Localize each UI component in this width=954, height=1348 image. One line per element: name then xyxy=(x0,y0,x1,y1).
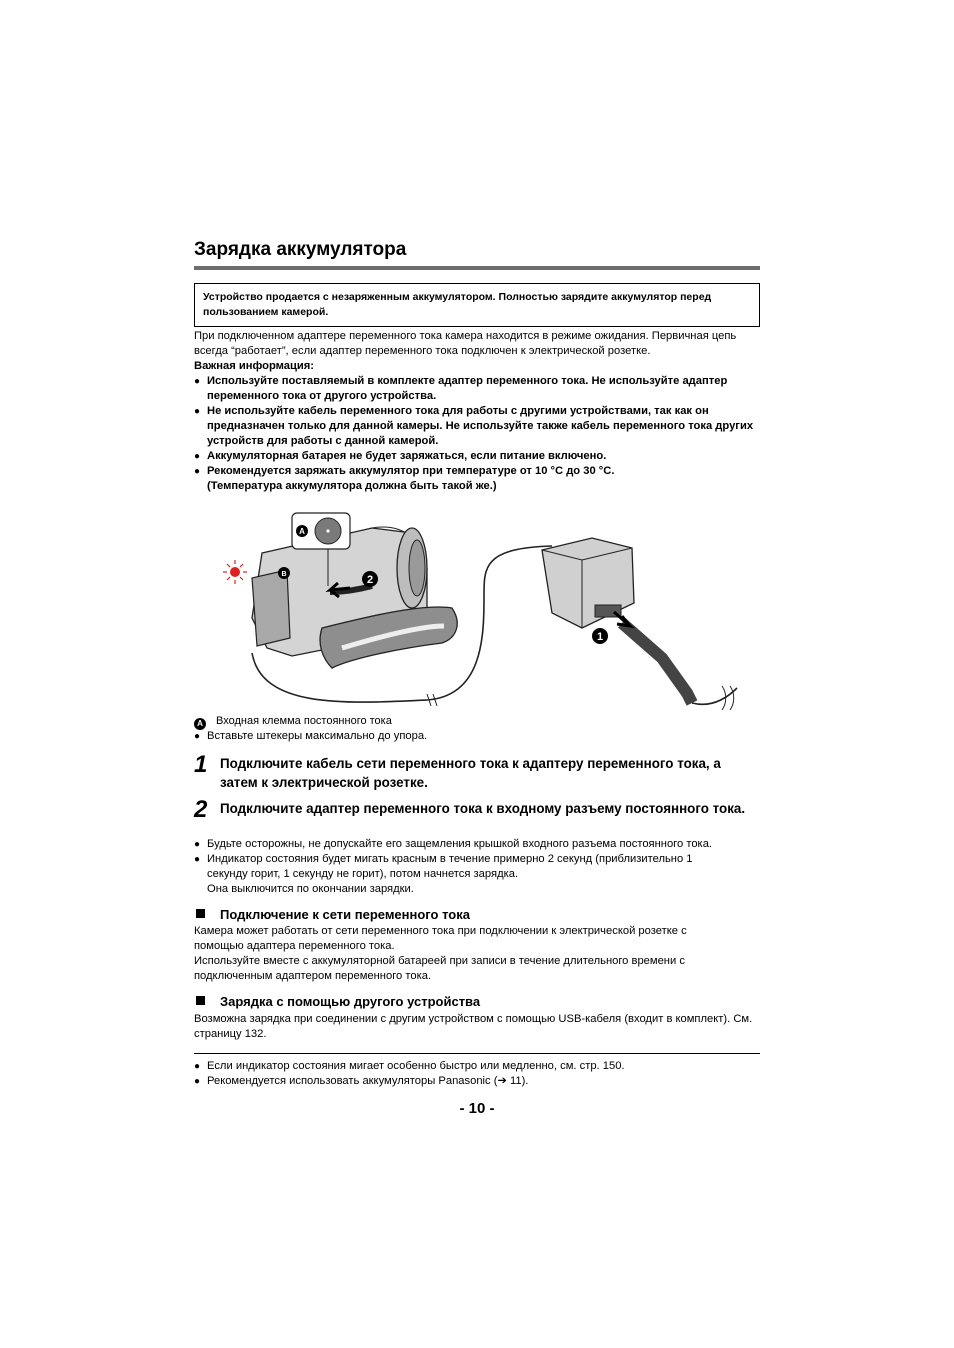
step-1-marker: 1 xyxy=(596,631,604,643)
section-ac-p1: Камера может работать от сети переменного тока при подключении к электрической розетке с помощью адаптера переменного тока. xyxy=(194,925,687,952)
title-underline xyxy=(194,266,760,270)
label-a-icon: A xyxy=(194,718,206,730)
footer-bullet-1: ● Если индикатор состояния мигает особенно быстро или медленно, см. стр. 150. xyxy=(194,1060,625,1072)
step-2-notes xyxy=(194,837,760,897)
notice-box: Устройство продается с незаряженным аккумулятором. Полностью зарядите аккумулятор перед пользованием камерой. xyxy=(194,283,760,327)
step-2-marker: 2 xyxy=(366,574,374,586)
legend-a-text: Входная клемма постоянного тока xyxy=(216,715,392,727)
legend-a xyxy=(194,714,392,730)
footer-divider xyxy=(194,1053,760,1054)
page-number: - 10 - xyxy=(459,1100,495,1117)
step-1 xyxy=(194,751,760,792)
step-2-number: 2 xyxy=(194,796,208,823)
step-1-text: Подключите кабель сети переменного тока к адаптеру переменного тока, а затем к электрической розетке. xyxy=(220,756,721,790)
label-b-circle: B xyxy=(281,571,287,578)
important-bullet-3: ● Аккумуляторная батарея не будет заряжаться, если питание включено. xyxy=(194,450,607,462)
intro-text: При подключенном адаптере переменного тока камера находится в режиме ожидания. Первичная цепь всегда “работает”, если адаптер переменного тока подключен к электрической розетке. xyxy=(194,330,737,357)
step-2-text: Подключите адаптер переменного тока к входному разъему постоянного тока. xyxy=(220,801,746,816)
section-other-heading: Зарядка с помощью другого устройства xyxy=(194,993,760,1010)
page-title: Зарядка аккумулятора xyxy=(194,239,407,260)
important-bullet-4: ● Рекомендуется заряжать аккумулятор при температуре от 10 °C до 30 °C. xyxy=(194,465,615,477)
step-2-bullet-1: ● Будьте осторожны, не допускайте его защемления крышкой входного разъема постоянного тока. xyxy=(194,838,713,850)
step-2 xyxy=(194,796,760,823)
footer-notes xyxy=(194,1059,760,1089)
step-2-extra: Она выключится по окончании зарядки. xyxy=(207,883,414,895)
footer-bullet-2: ● Рекомендуется использовать аккумуляторы Panasonic (➔ 11). xyxy=(194,1075,529,1087)
charging-illustration xyxy=(222,508,762,718)
important-bullet-2: ● Не используйте кабель переменного тока для работы с другими устройствами, так как он предназначен только для данной камеры. Не используйте также кабель переменного тока других устройств для работы с данной камерой. xyxy=(194,405,754,447)
section-other-p1: Возможна зарядка при соединении с другим устройством с помощью USB-кабеля (входит в комплект). См. страницу 132. xyxy=(194,1013,753,1040)
temperature-note: (Температура аккумулятора должна быть такой же.) xyxy=(207,480,497,492)
section-ac-heading: Подключение к сети переменного тока xyxy=(194,906,760,923)
step-2-bullet-2: ● Индикатор состояния будет мигать красным в течение примерно 2 секунд (приблизительно 1 секунду горит, 1 секунду не горит), потом начнется зарядка. xyxy=(194,853,693,880)
section-ac-p2: Используйте вместе с аккумуляторной батареей при записи в течение длительного времени с подключенным адаптером переменного тока. xyxy=(194,955,685,982)
section-ac-body xyxy=(194,924,760,984)
legend-bullet: ● Вставьте штекеры максимально до упора. xyxy=(194,730,428,742)
important-heading: Важная информация: xyxy=(194,360,315,372)
important-bullet-1: ● Используйте поставляемый в комплекте адаптер переменного тока. Не используйте адаптер переменного тока от другого устройства. xyxy=(194,375,728,402)
section-other-body xyxy=(194,1012,760,1042)
intro-block xyxy=(194,329,760,494)
label-a-circle: A xyxy=(299,527,305,536)
step-1-number: 1 xyxy=(194,751,208,778)
